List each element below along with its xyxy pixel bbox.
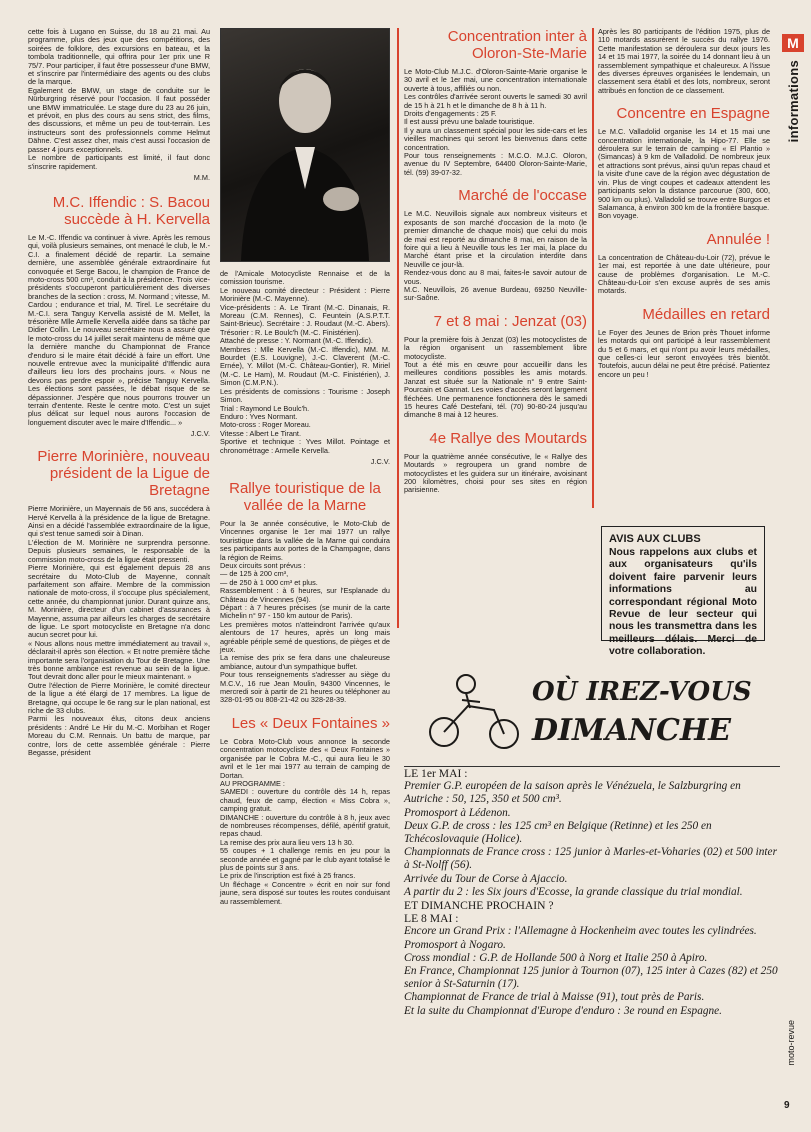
event-item: En France, Championnat 125 junior à Tournon (07), 125 inter à Cazes (82) et 250 senior à St-Saturnin (17). xyxy=(404,965,778,991)
bureau-text: de l'Amicale Motocycliste Rennaise et de la comission tourisme. Le nouveau comité directeur : Président : Pierre Morinière (M.-C. Mayenne). Vice-présidents : A. Le Tirant (M.-C. Dinanais, R. Moreau (C.M. Rennes), C. Feuntein (A.S.P.T.T. Saint-Brieuc). Secrétaire : J. Roudaut (M.-C. Abers). Trésorier : R. Le Boulc'h (M.-C. Finistérien). Attaché de presse : Y. Normant (M.-C. Iffendic). Membres : Mlle Kervella (M.-C. Iffendic), MM. M. Bourdet (E.S. Louvigne), J.-C. Claverent (M.-C. Ernée), Y. Millot (M.-C. Château-Gontier), R. Miriel (M.-C. Le Ham), M. Roudaut (M.-C. Finistérien), J. Simon (C.M.P.N.). Les présidents de comissions : Tourisme : Joseph Simon. Trial : Raymond Le Boulc'h. Enduro : Yves Normant. Moto-cross : Roger Moreau. Vitesse : Albert Le Tirant. Sportive et technique : Yves Millot. Pointage et chronométrage : Armelle Kervella. xyxy=(220,269,390,455)
page-number: 9 xyxy=(784,1100,790,1111)
avis-aux-clubs-box xyxy=(601,526,765,658)
moriniere-title: Pierre Morinière, nouveau président de la Ligue de Bretagne xyxy=(37,448,210,500)
rallye-marne-text: Pour la 3e année consécutive, le Moto-Club de Vincennes organise le 1er mai 1977 un rallye touristique dans la vallée de la Marne qui conduira ses participants aux portes de la Champagne, dans la région de Reims. Deux circuits sont prévus : — de 125 à 200 cm³, — de 250 à 1 000 cm³ et plus. Rassemblement : à 6 heures, sur l'Esplanade du Château de Vincennes (94). Départ : à 7 heures précises (se munir de la carte Michelin n° 97 - 150 km autour de Paris). Les premières motos n'atteindront l'arrivée qu'aux alentours de 17 heures, après un long mais agréable périple semé de questions, de pièges et de jeux. La remise des prix se fera dans une chaleureuse ambiance, autour d'un sympathique buffet. Pour tous renseignements s'adresser au siège du M.C.V., 16 rue Jean Moulin, 94300 Vincennes, le mercredi soir à partir de 21 heures ou téléphoner au 328-01-95 ou 808-21-42 ou 328-28-39. xyxy=(220,518,390,705)
annulee-text: La concentration de Château-du-Loir (72), prévue le 1er mai, est reportée à une date ultérieure, pour cause de problèmes d'organisation. Le M.-C. Château-du-Loir s'en excuse auprès de ses amis motards. xyxy=(598,252,770,296)
column-3 xyxy=(404,28,587,495)
column-2 xyxy=(220,28,390,906)
head-8-mai: LE 8 MAI : xyxy=(404,912,459,926)
magazine-logo: M xyxy=(782,34,804,52)
jenzat-text: Pour la première fois à Jenzat (03) les motocyclistes de la région organisent un rassemblement libre motocycliste. Tout a été mis en œuvre pour accueillir dans les meilleures conditions possibles les amis motards. Janzat est située sur la Nationale n° 9 entre Saint-Pourcain et Gannat. Les voies d'accès seront largement fléchées. Une permanence fonctionnera dès le samedi 15 heures Café Destefani, tél. (70) 90-80-24 jusqu'au dimanche 8 mai à 12 heures. xyxy=(404,334,587,420)
moutards-text: Pour la quatrième année consécutive, le « Rallye des Moutards » regroupera un grand nombre de motocyclistes et les guidera sur un itinéraire, avoisinant 200 kilomètres, choisi pour ses sites en région parisienne. xyxy=(404,451,587,495)
event-item: Championnats de France cross : 125 junior à Marles-et-Voharies (02) et 500 inter à St-Nolff (56). xyxy=(404,846,777,872)
oloron-text: Le Moto-Club M.J.C. d'Oloron-Sainte-Marie organise le 30 avril et le 1er mai, une concentration internationale ouverte à tous, affiliés ou non. Les contrôles d'arrivée seront ouverts le samedi 30 avril de 15 h à 21 h et le dimanche de 8 h à 11 h. Droits d'engagements : 25 F. Il est aussi prévu une balade touristique. Il y aura un classement spécial pour les side-cars et les vieilles machines qui seront les bienvenus dans cette concentration. Pour tous renseignements : M.C.O. M.J.C. Oloron, avenue du IV Septembre, 64400 Oloron-Sainte-Marie, tél. (59) 39-07-32. xyxy=(404,67,587,177)
ifendic-signature: J.C.V. xyxy=(190,429,210,439)
espagne-text: Le M.C. Valladolid organise les 14 et 15 mai une concentration internationale, la Hipo-77. Elle se déroulera sur le terrain de camping « El Plantio » (Simancas) à 9 km de Valladolid. De nombreux jeux et attractions sont prévus, ainsi qu'un repas chaud et la visite d'une cave de la région avec dégustation de vin. Plus de vingt coupes et cadeaux attendent les participants selon la distance parcourue (300, 600, 900 km ou plus). Valladolid se trouve entre Burgos et Salamanca, à environ 300 km de la frontière basque. Bon voyage. xyxy=(598,127,770,221)
head-1-mai: LE 1er MAI : xyxy=(404,767,468,780)
event-item: Cross mondial : G.P. de Hollande 500 à Norg et Italie 250 à Apiro. xyxy=(404,951,708,964)
banner-line2: DIMANCHE xyxy=(532,713,732,748)
rallye-marne-title: Rallye touristique de la vallée de la Marne xyxy=(229,479,381,514)
avis-title: AVIS AUX CLUBS xyxy=(609,533,701,545)
event-item: Deux G.P. de cross : les 125 cm³ en Belgique (Retinne) et les 250 en Tchécoslovaquie (Holice). xyxy=(404,819,712,846)
medailles-text: Le Foyer des Jeunes de Brion près Thouet informe les motards qui ont participé à leur rassemblement du 5 et 6 mars, et qui n'ont pu avoir leurs médailles, que celles-ci leur seront envoyées très bientôt. Toutefois, aucun délai ne peut être précisé. Patientez encore un peu ! xyxy=(598,327,770,379)
occase-title: Marché de l'occase xyxy=(458,187,587,205)
event-item: Promosport à Lédenon. xyxy=(404,806,511,819)
moriniere-text: Pierre Morinière, un Mayennais de 56 ans, succédera à Hervé Kervella à la présidence de la ligue de Bretagne. Ainsi en a décidé l'assemblée extraordinaire de la ligue, qui s'est tenue samedi soir à Dinan. L'élection de M. Morinière ne surprendra personne. Depuis plusieurs semaines, le responsable de la commission moto-cross de la ligue était pressenti. Pierre Morinière, qui est également depuis 28 ans secrétaire du Moto-Club de Mayenne, connaît parfaitement son affaire. Membre de la commission nationale de moto-cross, il s'occupe plus spécialement, cette année, du championnat junior. Durant quinze ans, M. Morinière, directeur d'un cabinet d'assurances à Mayenne, assuma par ailleurs les charges de secrétaire de ligue. Le sport motocycliste en Bretagne n'a donc aucun secret pour lui. « Nous allons nous mettre immédiatement au travail », déclarait-il après son élection. « Et notre première tâche importante sera l'organisation du Tour de Bretagne. Une très bonne ambiance est revenue au sein de la ligue. Tout devrait donc aller pour le mieux maintenant. » Outre l'élection de Pierre Morinière, le comité directeur de la ligue a été élargi de 17 membres. La ligue de Bretagne, qui occupe le 6e rang sur le plan national, est riche de 33 clubs. Parmi les nouveaux élus, citons deux anciens présidents : André Le Hir du M.-C. Morbihan et Roger Moreau du C.M. Rennais. Un battu de marque, par contre, lors de cette assemblée générale : Pierre Begasse, président xyxy=(28,504,210,758)
event-item: Promosport à Nogaro. xyxy=(404,938,506,951)
rallye-intro-text: Après les 80 participants de l'édition 1975, plus de 110 motards assurèrent le succès du rallye 1976. Cette manifestation se déroulera sur deux jours les 14 et 15 mai 1977, la soirée du 14 donnant lieu à un rassemblement sympathique et chaleureux. A l'issue des diverses épreuves organisées le lendemain, un classement sera établi et des lots, nombreux, seront attribués en fonction de ce classement. xyxy=(598,27,770,95)
annulee-title: Annulée ! xyxy=(706,230,770,248)
medailles-title: Médailles en retard xyxy=(642,305,770,323)
occase-text: Le M.C. Neuvillois signale aux nombreux visiteurs et exposants de son marché d'occasion de la moto (le premier dimanche de chaque mois) que celui du mois de mai est reporté au dimanche 8 mai, en raison de la foire qui a lieu à Neuville tous les 1er mai, la place du Marché étant prise et la circulation interdite dans Neuville ce jour-là. Rendez-vous donc au 8 mai, faites-le savoir autour de vous. M.C. Neuvillois, 26 avenue Burdeau, 69250 Neuville-sur-Saône. xyxy=(404,209,587,303)
portrait-photo xyxy=(220,28,390,262)
ifendic-text: Le M.-C. Iffendic va continuer à vivre. Après les remous qui, voilà plusieurs semaines, ont menacé le club, le M.-C.I. a finalement décidé de repartir. La semaine dernière, une assemblée générale extraordinaire fut convoquée et Serge Bacou, le champion de France de moto-cross 500 cm³, conduit à la présidence. Trois vice-présidents s'occuperont particulièrement des diverses branches de la section : cross, M. Normand ; vitesse, M. Cardou ; endurance et trial, M. Tirel. Le secrétaire du M.-C.I. sera Tanguy Kervella assisté de M. Mellet, la trésorière Mlle Armelle Kervella aidée dans sa tâche par Didier Collin. Le nouveau secrétaire nous a assuré que le moto-cross du 14 juillet serait maintenu de même que la dernière manche du Championnat de France d'enduro si le maire était décidé à faire un effort. Une nouvelle entrevue avec la municipalité d'Iffendic aura d'ailleurs lieu lors des prochains jours. « Nous ne devons pas perdre espoir », précise Tanguy Kervella. Les élections sont passées, le débat risque de se dépassionner. J'espère que nous pourrons trouver un terrain d'entente. Reste le centre moto. C'est un sujet plus délicat sur lequel nous aurons l'occasion de longuement discuter avec le maire d'Iffendic... » xyxy=(28,232,210,427)
espagne-title: Concentre en Espagne xyxy=(616,105,770,123)
event-item: Arrivée du Tour de Corse à Ajaccio. xyxy=(404,872,568,885)
event-item: Et la suite du Championnat d'Europe d'enduro : 3e round en Espagne. xyxy=(404,1004,722,1017)
section-label: informations xyxy=(786,60,801,143)
event-item: Encore un Grand Prix : l'Allemagne à Hockenheim avec toutes les cylindrées. xyxy=(404,925,757,938)
column-rule-left xyxy=(397,28,399,628)
oloron-title: Concentration inter à Oloron-Ste-Marie xyxy=(447,28,587,62)
person-silhouette-icon xyxy=(221,29,389,261)
column-rule-right xyxy=(592,28,594,508)
event-item: Championnat de France de trial à Maisse (91), tout près de Paris. xyxy=(404,991,705,1004)
event-item: Premier G.P. européen de la saison après le Vénézuela, le Salzburgring en Autriche : 50, 125, 350 et 500 cm³. xyxy=(404,780,741,806)
deux-fontaines-text: Le Cobra Moto-Club vous annonce la seconde concentration motocycliste des « Deux Fontaines » organisée par le Cobra M.-C., qui aura lieu le 30 avril et le 1er mai 1977 au terrain de camping de Dortan. AU PROGRAMME : SAMEDI : ouverture du contrôle dès 14 h, repas chaud, feux de camp, élection « Miss Cobra », camping gratuit. DIMANCHE : ouverture du contrôle à 8 h, jeux avec de nombreuses récompenses, défilé, apéritif gratuit, repas chaud. La remise des prix aura lieu vers 13 h 30. 55 coupes + 1 challenge remis en jeu pour la seconde année et gagné par le club ayant totalisé le plus de points sur 3 ans. Le prix de l'inscription est fixé à 25 francs. Un fléchage « Concentre » écrit en noir sur fond jaune, sera disposé sur toutes les routes conduisant au rassemblement. xyxy=(220,736,390,906)
ifendic-title: M.C. Iffendic : S. Bacou succède à H. Kervella xyxy=(52,193,210,228)
bmw-article-signature: M.M. xyxy=(193,172,210,182)
bureau-signature: J.C.V. xyxy=(370,456,390,466)
bmw-article-text: cette fois à Lugano en Suisse, du 18 au 21 mai. Au programme, plus des jeux que des compétitions, des soirées de folklore, des excursions en bateau, et la tombola traditionnelle, qui offrira pour 1er prix une R 75/7. Pour participer, il faut être possesseur d'une BMW, et s'inscrire par l'intermédiaire des agents ou des clubs de la marque. Egalement de BMW, un stage de conduite sur le Nürburgring réservé pour l'occasion. Il faut posséder une BMW immatriculée. Le stage dure du 23 au 26 juin, et prévoit, en plus des cours au sens strict, des films, des discussions, et même un peu de tout-terrain. Les instructeurs sont des professionnels comme Helmut Dähne. C'est assez cher, mais c'est aussi l'occasion de passer 4 jours exceptionnels. Le nombre de participants est limité, il faut donc s'inscrire rapidement. xyxy=(28,27,210,171)
banner-line1: OÙ IREZ-VOUS xyxy=(532,677,752,707)
ou-irez-vous-banner xyxy=(404,662,784,754)
magazine-name: moto-revue xyxy=(786,1020,796,1066)
column-4 xyxy=(598,28,770,379)
deux-fontaines-title: Les « Deux Fontaines » xyxy=(231,714,390,732)
moutards-title: 4e Rallye des Moutards xyxy=(429,429,587,447)
jenzat-title: 7 et 8 mai : Jenzat (03) xyxy=(433,312,587,330)
event-item: A partir du 2 : les Six jours d'Ecosse, la grande classique du trial mondial. xyxy=(404,885,743,898)
avis-text: Nous rappelons aux clubs et aux organisateurs qu'ils doivent faire parvenir leurs informations au correspondant régional Moto Revue de leur secteur qui nous les transmettra dans les meilleurs délais. Merci de votre collaboration. xyxy=(609,547,757,658)
rider-cartoon-icon xyxy=(404,662,784,754)
dimanche-events xyxy=(404,764,780,1124)
head-dimanche-prochain: ET DIMANCHE PROCHAIN ? xyxy=(404,899,554,913)
column-1 xyxy=(28,28,210,757)
